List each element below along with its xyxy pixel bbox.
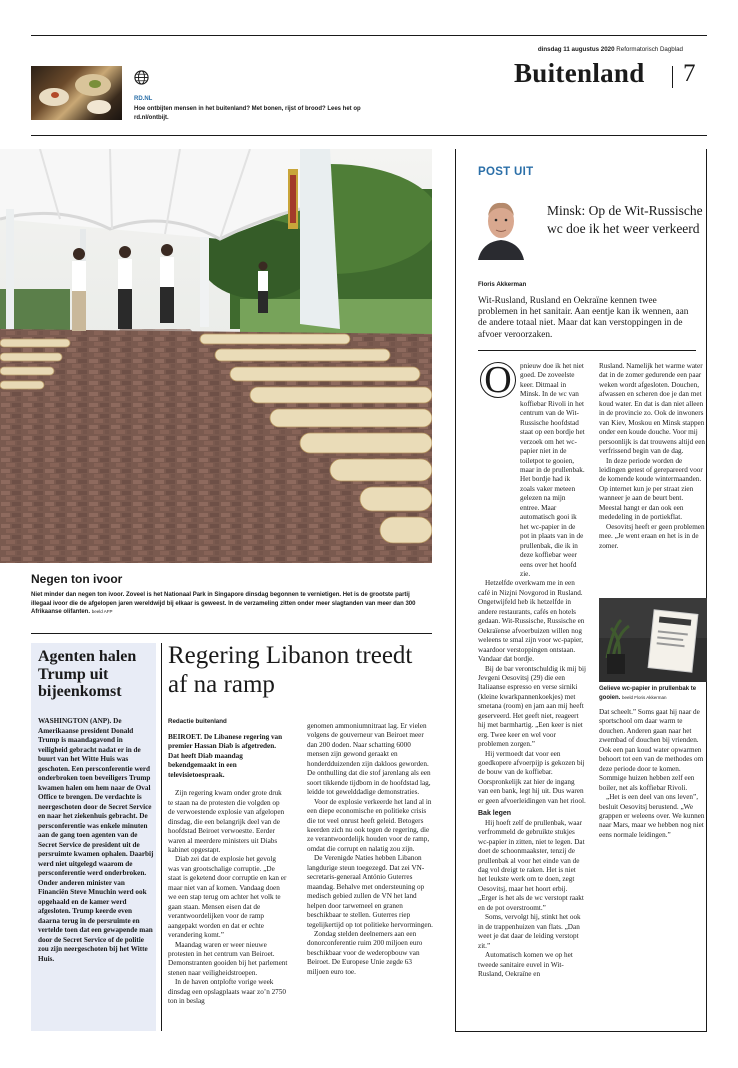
column-label: POST UIT bbox=[478, 166, 534, 178]
ivory-photo[interactable] bbox=[0, 149, 432, 563]
side-article-headline[interactable]: Agenten halen Trump uit bijeenkomst bbox=[38, 648, 137, 700]
header-rule bbox=[31, 135, 707, 136]
top-rule bbox=[31, 35, 707, 36]
column-paragraph: Dat scheelt.” Soms gaat hij naar de sportschool om daar warm te douchen. Anderen gaan naar het zwembad of douchen bij vrienden. Ook een pan koud water opwarmen behoort tot een van de methodes om deze periode door te komen. Sommige huizen hebben zelf een boiler, net als koffiebar Rivoli. bbox=[599, 708, 704, 792]
section-title: Buitenland bbox=[514, 58, 645, 88]
column-paragraph: Hij vermoedt dat voor een goedkopere afvoerpijp is gekozen bij de bouw van de koffiebar. Oorspronkelijk zat hier de ingang van een bank, legt hij uit. Dus waren er geen afvoerleidingen van het riool. bbox=[478, 749, 586, 805]
globe-icon bbox=[134, 70, 149, 85]
main-article-paragraph: Maandag waren er weer nieuwe protesten in het centrum van Beiroet. Demonstranten gooiden bij het parlement stenen naar veiligheidstroepen. bbox=[168, 940, 288, 977]
wc-sign-photo[interactable] bbox=[599, 598, 707, 682]
column-first-text: pnieuw doe ik het niet goed. De zoveelste keer. Ditmaal in Minsk. In de wc van koffiebar Rivoli in het centrum van de Wit-Russische hoofdstad staat op een bordje het verzoek om het wc-papier niet in de toiletpot te gooien, maar in de prullenbak. Het bordje had ik zoals vaker meteen gelezen na mijn entree. Maar automatisch gooi ik het wc-papier in de pot in plaats van in de prullenbak, die ik in deze koffiebar weer eens over het hoofd zie. bbox=[520, 362, 585, 578]
main-article-col1 bbox=[168, 733, 288, 1007]
ivory-photo-graphic bbox=[0, 149, 432, 563]
photo-caption bbox=[31, 591, 431, 617]
main-article-paragraph: Zijn regering kwam onder grote druk te staan na de protesten die volgden op de verwoestende explosie van afgelopen dinsdag, die een belangrijk deel van de hoofdstad Beiroet verwoestte. Eerder waren al meerdere ministers uit Diabs kabinet opgestapt. bbox=[168, 789, 285, 854]
caption-rule bbox=[31, 633, 432, 634]
photo-credit: beeld AFP bbox=[91, 609, 113, 614]
main-article-paragraph: De Verenigde Naties hebben Libanon langdurige steun toegezegd. Dat zei VN-secretaris-generaal António Guterres maandag. Behalve met ondersteuning op medisch gebied zullen de VN het land helpen door tarwemeel en granen beschikbaar te stellen. Guterres riep tegelijkertijd op tot politieke hervormingen. bbox=[307, 854, 433, 929]
wc-photo-credit: beeld Floris Akkerman bbox=[622, 694, 667, 700]
dateline bbox=[468, 46, 683, 53]
page-divider bbox=[672, 66, 673, 88]
main-article-paragraph: Zondag stelden deelnemers aan een donorconferentie ruim 200 miljoen euro beschikbaar voor de wederopbouw van Beiroet. De Europese Unie zegde 63 miljoen euro toe. bbox=[307, 929, 423, 976]
main-article-col2 bbox=[307, 722, 434, 977]
photo-caption-text: Niet minder dan negen ton ivoor. Zoveel is het Nationaal Park in Singapore dinsdag begonnen te vernietigen. Het is de grootste partij illegaal ivoor die de afgelopen jaren wereldwijd bij elkaar is geweest. In de verzameling zitten onder meer slagtanden van meer dan 300 Afrikaanse olifanten. bbox=[31, 592, 416, 615]
column-paragraph: Rusland. Namelijk het warme water dat in de zomer gedurende een paar weken wordt afgesloten. Douchen, afwassen en scheren doe je dan met koud water. En dat is dan niet alleen in de provincie zo. Ook de inwoners van Kiev, Moskou en Minsk stappen onder een koude douche. Voor mij persoonlijk is dat trouwens altijd een verfrissend begin van de dag. bbox=[599, 362, 705, 456]
page-number: 7 bbox=[683, 60, 696, 87]
column-col2-continued bbox=[599, 708, 707, 840]
wc-sign-graphic bbox=[599, 598, 707, 682]
column-paragraph: Oesovitsj heeft er geen problemen mee. „Je went eraan en het is in de zomer. bbox=[599, 522, 705, 550]
main-article-paragraph: Diab zei dat de explosie het gevolg was van grootschalige corruptie. „De staat is geketend door corruptie en kan er maar niet van af komen. Vandaag doen we een stap terug om achter het volk te gaan staan. Mensen eisen dat de verantwoordelijken voor de ramp aangepakt worden en dat er echte verandering komt.” bbox=[168, 855, 287, 940]
column-paragraph bbox=[478, 362, 586, 579]
column-intro: Wit-Rusland, Rusland en Oekraïne kennen twee problemen in het sanitair. Aan eentje kan ik wennen, aan de andere totaal niet. Maar dat kan verstoppingen in de afvoer veroorzaken. bbox=[478, 296, 689, 340]
column-paragraph: Soms, vervolgt hij, stinkt het ook in de trappenhuizen van flats. „Dan weet je dat daar de leiding verstopt zit.” bbox=[478, 913, 581, 950]
date: dinsdag 11 augustus 2020 bbox=[537, 46, 615, 53]
article-divider bbox=[161, 643, 162, 1031]
main-article-paragraph: genomen ammoniumnitraat lag. Er vielen volgens de gouverneur van Beiroet meer dan 200 doden. Naar schatting 6000 mensen zijn gewond geraakt en honderdduizenden zijn dakloos geworden. De onthulling dat die stof jarenlang als een soort tikkende tijdbom in de hoofdstad lag, leidde tot gewelddadige demonstraties. bbox=[307, 722, 431, 797]
paper-name: Reformatorisch Dagblad bbox=[616, 46, 683, 53]
main-article-paragraph: Voor de explosie verkeerde het land al in een diepe economische en politieke crisis die tot veel onrust heeft geleid. Betogers keerden zich nu ook tegen de regering, die ze verantwoordelijk houden voor de ramp, omdat die corrupt en nalatig zou zijn. bbox=[307, 797, 432, 853]
main-article-byline: Redactie buitenland bbox=[168, 718, 227, 725]
column-intro-rule bbox=[478, 350, 696, 351]
side-article-text: WASHINGTON (ANP). De Amerikaanse president Donald Trump is maandagavond in veiligheid gebracht nadat er in de buurt van het Witte Huis was geschoten. Een persconferentie werd onderbroken toen beveiligers Trump kwamen halen om hem naar de Oval Office te brengen. De verdachte is neergeschoten door de Secret Service en naar het ziekenhuis gebracht. De persconferentie was enkele minuten aan de gang toen agenten van de Secret Service de president uit de persruimte kwamen ophalen. Daarbij werd niet uitgelegd waarom de persconferentie werd onderbroken. Onder anderen minister van Financiën Steve Mnuchin werd ook opgehaald en de kamer werd afgesloten. Trump keerde even daarna terug in de persruimte en vertelde toen dat een gewapende man door de Secret Service of de politie zou zijn neergeschoten bij het Witte Huis. bbox=[38, 717, 154, 963]
side-article-body bbox=[38, 717, 154, 964]
column-col2 bbox=[599, 362, 707, 551]
column-subhead: Bak legen bbox=[478, 810, 512, 818]
main-article-lead: BEIROET. De Libanese regering van premier Hassan Diab is afgetreden. Dat heeft Diab maandag bekendgemaakt in een televisietoespraak. bbox=[168, 733, 283, 779]
wc-photo-caption-text: Gelieve wc-papier in prullenbak te gooien. bbox=[599, 686, 697, 701]
main-article-headline[interactable]: Regering Libanon treedt af na ramp bbox=[168, 642, 413, 698]
teaser-site[interactable]: RD.NL bbox=[134, 96, 153, 102]
author-portrait-graphic bbox=[474, 196, 528, 260]
column-paragraph: „Het is een deel van ons leven”, besluit Oesovitsj berustend. „We grappen er weleens over. We kunnen naar Mars, maar we hebben nog niet eens normale leidingen.” bbox=[599, 793, 705, 839]
teaser-image[interactable] bbox=[31, 66, 122, 120]
dropcap: O bbox=[480, 362, 516, 398]
main-article-paragraph: In de haven ontplofte vorige week dinsdag een opslagplaats waar zo’n 2750 ton in beslag bbox=[168, 978, 286, 1006]
column-author: Floris Akkerman bbox=[478, 281, 527, 288]
column-paragraph: Bij de bar verontschuldig ik mij bij Jevgeni Oesovitsj (29) die een Italiaanse espresso en verse sirniki (kleine kwarkpannenkoekjes) met smetana (room) en jam aan mij heeft geserveerd. Het geeft niet, reageert hij met barmhartig. „Een keer is niet erg. Twee keer en wel voor problemen zorgen.” bbox=[478, 664, 587, 749]
photo-title: Negen ton ivoor bbox=[31, 572, 123, 586]
column-paragraph: Hij hoeft zelf de prullenbak, waar verfrommeld de gebruikte stukjes wc-papier in zitten, niet te legen. Dat doet de schoonmaakster, tenzij de prullenbak al voor het einde van de dag vol dreigt te raken. Het is niet het leukste werk om te doen, zegt Oesovitsj, maar het hoort erbij. „Erger is het als de wc verstopt raakt en de pot overstroomt.” bbox=[478, 818, 585, 912]
column-paragraph: Hetzelfde overkwam me in een café in Nizjni Novgorod in Rusland. Ongetwijfeld heb ik hetzelfde in andere restaurants, cafés en hotels gedaan. Wit-Russische, Russische en Oekraïense afvoerbuizen willen nog weleens te smal zijn voor wc-papier, waardoor verstoppingen ontstaan. Vandaar dat bordje. bbox=[478, 579, 585, 664]
column-paragraph: Automatisch komen we op het tweede sanitaire euvel in Wit-Rusland, Oekraïne en bbox=[478, 951, 573, 978]
column-headline[interactable]: Minsk: Op de Wit-Russische wc doe ik het weer verkeerd bbox=[547, 203, 703, 236]
column-paragraph: In deze periode worden de leidingen getest of gerepareerd voor de komende koude wintermaanden. Op internet kun je per straat zien wanneer je aan de beurt bent. Meestal hangt er dan ook een mededeling in de portiekflat. bbox=[599, 456, 703, 522]
teaser-text[interactable]: Hoe ontbijten mensen in het buitenland? Met bonen, rijst of brood? Lees het op rd.nl/ontbijt. bbox=[134, 106, 361, 121]
wc-photo-caption bbox=[599, 685, 707, 702]
author-portrait bbox=[474, 196, 528, 260]
column-col1 bbox=[478, 362, 586, 979]
